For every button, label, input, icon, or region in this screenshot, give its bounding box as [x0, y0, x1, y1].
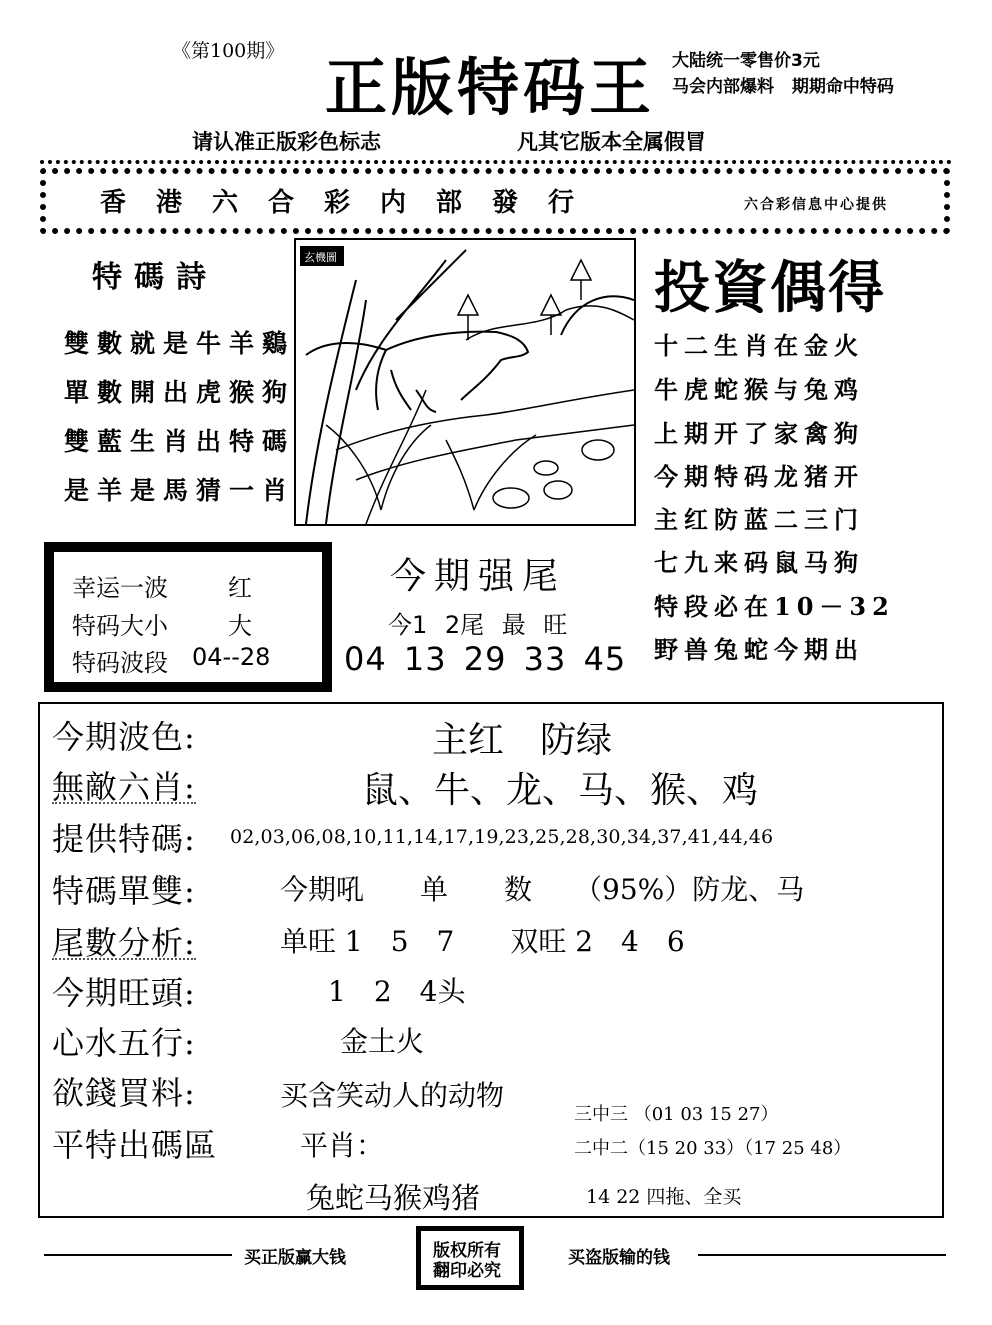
- footer-left-slogan: 买正版赢大钱: [244, 1248, 346, 1268]
- puzzle-illustration: [294, 238, 636, 526]
- issue-number: 《第100期》: [172, 40, 285, 62]
- ping-zodiac: 兔蛇马猴鸡猪: [306, 1181, 481, 1215]
- row-label-tail: 尾數分析:: [52, 924, 196, 962]
- row-label-color: 今期波色:: [52, 718, 196, 756]
- row-value-special: 02,03,06,08,10,11,14,17,19,23,25,28,30,34,37,41,44,46: [230, 826, 774, 848]
- publisher-text: 香港六合彩内部發行: [100, 188, 605, 218]
- row-label-special: 提供特碼:: [52, 820, 196, 858]
- invest-line: 今期特码龙猪开: [654, 462, 864, 491]
- invest-line: 野兽兔蛇今期出: [654, 635, 864, 664]
- row-value-head: 1 2 4头: [328, 975, 466, 1008]
- row-value-riddle: 买含笑动人的动物: [280, 1079, 505, 1112]
- copyright-line: 版权所有: [433, 1241, 501, 1261]
- invest-line: 上期开了家禽狗: [654, 419, 864, 448]
- lucky-value: 04--28: [192, 643, 271, 671]
- counterfeit-notice: 凡其它版本全属假冒: [517, 130, 706, 154]
- publisher-credit: 六合彩信息中心提供: [744, 197, 888, 213]
- poem-line: 雙藍生肖出特碼: [64, 427, 296, 456]
- row-label-head: 今期旺頭:: [52, 974, 196, 1012]
- row-value-flat: 平肖：: [300, 1129, 385, 1162]
- row-label-zodiac: 無敵六肖:: [52, 768, 196, 806]
- lucky-value: 红: [228, 574, 252, 602]
- strong-tail-title: 今期强尾: [390, 556, 567, 597]
- poem-line: 雙數就是牛羊鷄: [64, 329, 296, 358]
- dotted-divider: [40, 160, 952, 164]
- row-value-element: 金土火: [340, 1025, 425, 1058]
- footer-rule-left: [44, 1254, 232, 1256]
- invest-title: 投資偶得: [654, 255, 886, 321]
- row-value-oddeven: 今期吼 单 数 （95%）防龙、马: [280, 873, 805, 906]
- poem-line: 是羊是馬猜一肖: [64, 476, 296, 505]
- invest-line: 主红防蓝二三门: [654, 505, 864, 534]
- copyright-line: 翻印必究: [433, 1261, 501, 1281]
- poem-title: 特碼詩: [92, 260, 218, 295]
- footer-right-slogan: 买盗版输的钱: [568, 1248, 670, 1268]
- row-label-oddeven: 特碼單雙:: [52, 872, 196, 910]
- retail-price: 大陆统一零售价3元: [672, 51, 820, 71]
- authenticity-notice: 请认准正版彩色标志: [192, 130, 381, 154]
- lucky-label: 特码波段: [72, 649, 168, 677]
- row-label-riddle: 欲錢買料:: [52, 1074, 196, 1112]
- invest-line: 牛虎蛇猴与兔鸡: [654, 375, 864, 404]
- puma-stream-drawing: [296, 240, 634, 524]
- row-label-element: 心水五行:: [52, 1024, 196, 1062]
- tagline: 马会内部爆料 期期命中特码: [672, 77, 894, 97]
- strong-tail-subtitle: 今1 2尾 最 旺: [388, 611, 568, 639]
- row-label-flat: 平特出碼區: [52, 1126, 218, 1164]
- combo-three: 三中三 （01 03 15 27）: [574, 1104, 779, 1125]
- lucky-label: 特码大小: [72, 612, 168, 640]
- page-title: 正版特码王: [325, 51, 656, 124]
- poem-line: 單數開出虎猴狗: [64, 378, 296, 407]
- combo-four: 14 22 四拖、全买: [586, 1186, 742, 1208]
- invest-line: 七九来码鼠马狗: [654, 548, 864, 577]
- strong-tail-numbers: 04 13 29 33 45: [344, 640, 627, 678]
- lucky-label: 幸运一波: [72, 574, 168, 602]
- invest-line: 特段必在10－32: [654, 592, 895, 621]
- invest-line: 十二生肖在金火: [654, 331, 864, 360]
- footer-rule-right: [698, 1254, 946, 1256]
- combo-two: 二中二（15 20 33）（17 25 48）: [574, 1138, 852, 1159]
- illustration-stamp: 玄機圖: [304, 251, 337, 264]
- row-value-color: 主红 防绿: [432, 720, 613, 761]
- row-value-zodiac: 鼠、牛、龙、马、猴、鸡: [362, 770, 759, 811]
- lucky-value: 大: [228, 612, 252, 640]
- row-value-tail: 单旺 1 5 7 双旺 2 4 6: [280, 925, 685, 958]
